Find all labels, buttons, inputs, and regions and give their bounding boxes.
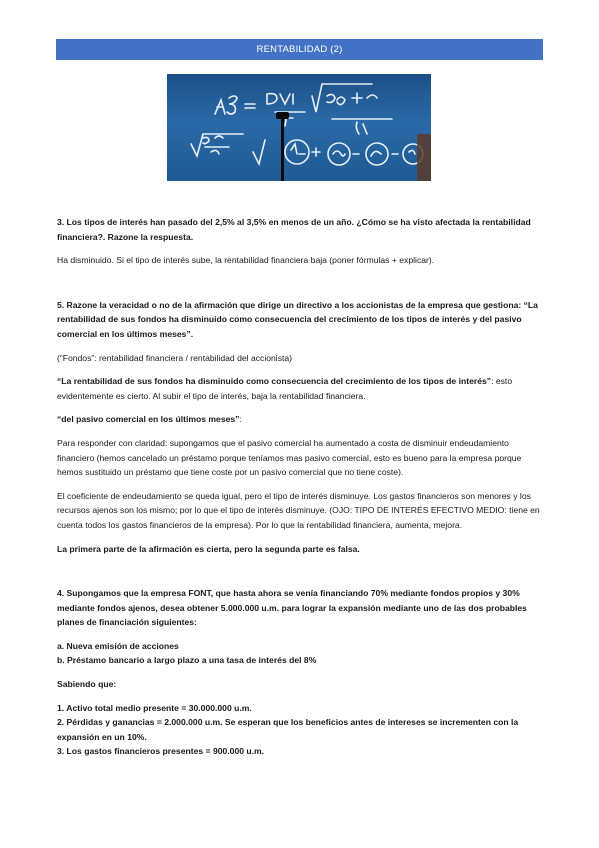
conclusion: La primera parte de la afirmación es cierta, pero la segunda parte es falsa. <box>57 543 360 554</box>
page-title: RENTABILIDAD (2) <box>256 44 343 55</box>
part-2-heading <box>57 412 543 427</box>
explanation-paragraph-1: Para responder con claridad: supongamos que el pasivo comercial ha aumentado a costa de disminuir endeudamiento financiero (hemos cancelado un préstamo porque teníamos mas pasivo comercial, esto es bueno para la empresa porque hemos sustituido un préstamo que tiene coste por un pasivo comercial que no tiene coste). <box>57 437 522 478</box>
explanation-paragraph-2: El coeficiente de endeudamiento se queda igual, pero el tipo de interés disminuye. Los gastos financieros son menores y los recursos ajenos son los mismo; por lo que el tipo de interés disminuye. (OJO: TIPO DE INTERÉS EFECTIVO MEDIO: tiene en cuenta todos los gastos financieros de la empresa). Por lo que la rentabilidad financiera, aumenta, mejora. <box>57 490 540 530</box>
option-b: b. Préstamo bancario a largo plazo a una tasa de interés del 8% <box>57 655 317 666</box>
part-2-quote: “del pasivo comercial en los últimos meses” <box>57 414 240 425</box>
part-2-text: : <box>239 414 242 425</box>
option-a: a. Nueva emisión de acciones <box>57 640 179 651</box>
knowing-label: Sabiendo que: <box>57 679 117 690</box>
data-item-1: 1. Activo total medio presente = 30.000.000 u.m. <box>57 702 252 713</box>
document-body <box>57 215 543 759</box>
question-4: 4. Supongamos que la empresa FONT, que hasta ahora se venía financiando 70% mediante fondos propios y 30% mediante fondos ajenos, desea obtener 5.000.000 u.m. para lograr la expansión mediante uno de las dos probables planes de financiación siguientes: <box>57 588 527 628</box>
data-item-3: 3. Los gastos financieros presentes = 900.000 u.m. <box>57 746 265 757</box>
chalkboard-drawing <box>167 74 431 181</box>
person-silhouette <box>417 134 431 181</box>
chalkboard-formulas-image <box>167 74 431 181</box>
fondos-note: (“Fondos”: rentabilidad financiera / rentabilidad del accionista) <box>57 352 293 363</box>
question-5: 5. Razone la veracidad o no de la afirmación que dirige un directivo a los accionistas de la empresa que gestiona: “La rentabilidad de sus fondos ha disminuido como consecuencia del crecimiento de los tipos de interés y del pasivo comercial en los últimos meses”. <box>57 299 538 339</box>
part-1-paragraph <box>57 374 543 403</box>
part-1-quote: “La rentabilidad de sus fondos ha disminuido como consecuencia del crecimiento de los tipos de interés” <box>57 376 492 387</box>
question-3: 3. Los tipos de interés han pasado del 2,5% al 3,5% en menos de un año. ¿Cómo se ha visto afectada la rentabilidad financiera?. Razone la respuesta. <box>57 217 531 242</box>
data-item-2: 2. Pérdidas y ganancias = 2.000.000 u.m. Se esperan que los beneficios antes de intereses se incrementen con la expansión en un 10%. <box>57 717 519 742</box>
answer-3: Ha disminuido. Si el tipo de interés sube, la rentabilidad financiera baja (poner fórmulas + explicar). <box>57 255 435 266</box>
page-header-banner <box>56 39 543 60</box>
part-1-text: : esto evidentemente es cierto. Al subir el tipo de interés, baja la rentabilidad financiera. <box>57 376 513 401</box>
